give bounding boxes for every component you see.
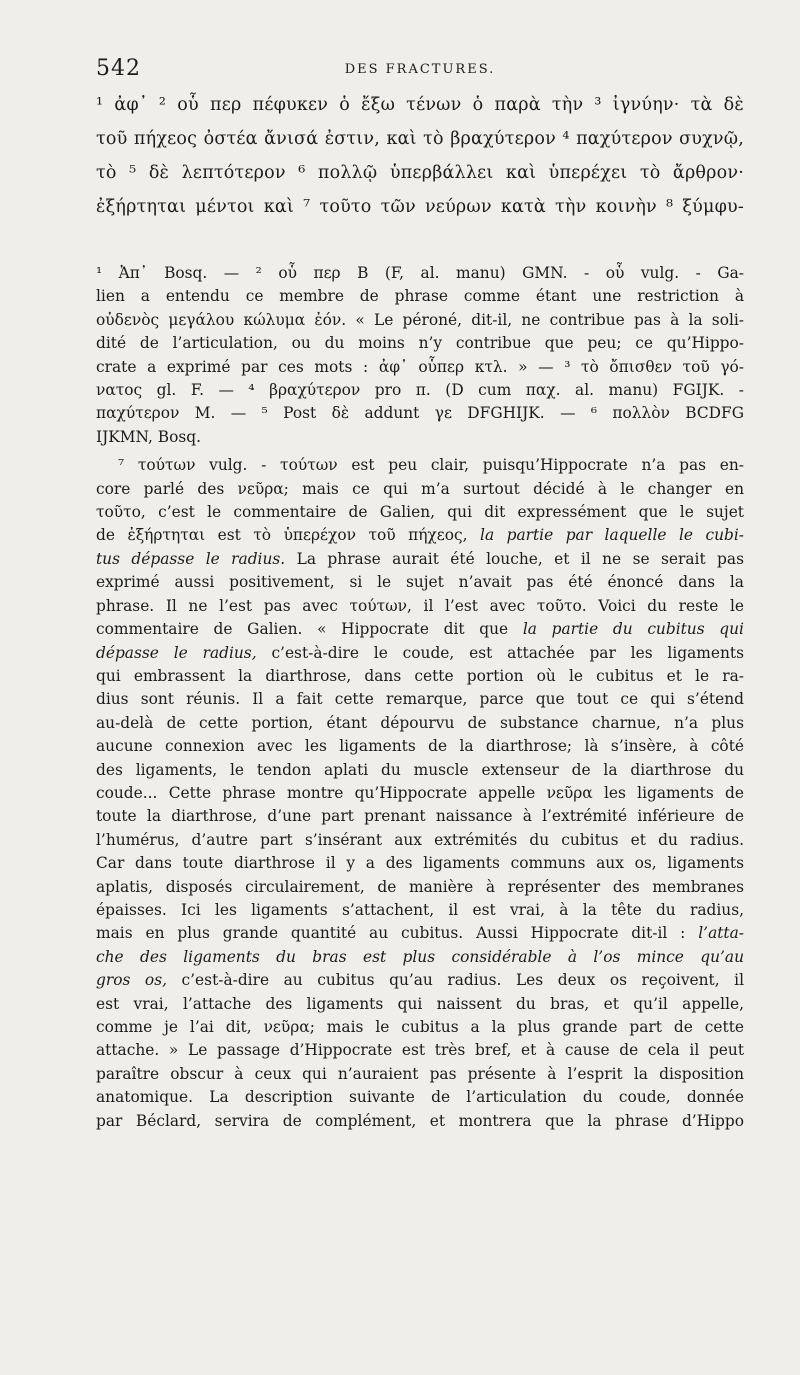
note-line: aplatis, disposés circulairement, de manière à représenter des membranes bbox=[96, 877, 744, 896]
note-line: aucune connexion avec les ligaments de la diarthrose; là s’insère, à côté bbox=[96, 737, 744, 756]
note-line: dité de l’articulation, ou du moins n’y contribue que peu; ce qu’Hippo- bbox=[96, 334, 744, 353]
note-line: phrase. Il ne l’est pas avec τούτων, il l’est avec τοῦτο. Voici du reste le bbox=[96, 596, 744, 615]
note-line: paraître obscur à ceux qui n’auraient pas présente à l’esprit la disposition bbox=[96, 1064, 744, 1083]
greek-line: ¹ ἀφ᾽ ² οὗ περ πέφυκεν ὁ ἔξω τένων ὁ παρὰ τὴν ³ ἰγνύην· τὰ δὲ bbox=[96, 95, 744, 115]
note-line: épaisses. Ici les ligaments s’attachent, il est vrai, à la tête du radius, bbox=[96, 900, 744, 919]
note-line: οὐδενὸς μεγάλου κώλυμα ἐόν. « Le péroné, dit-il, ne contribue pas à la soli- bbox=[96, 310, 744, 329]
note-line: anatomique. La description suivante de l’articulation du coude, donnée bbox=[96, 1088, 744, 1107]
note-line: comme je l’ai dit, νεῦρα; mais le cubitus a la plus grande part de cette bbox=[96, 1018, 744, 1036]
note-line: attache. » Le passage d’Hippocrate est très bref, et à cause de cela il peut bbox=[96, 1041, 744, 1060]
greek-line: τοῦ πήχεος ὀστέα ἄνισά ἐστιν, καὶ τὸ βραχύτερον ⁴ παχύτερον συχνῷ, bbox=[96, 129, 744, 149]
note-line bbox=[96, 642, 744, 665]
note-line: au-delà de cette portion, étant dépourvu de substance charnue, n’a plus bbox=[96, 713, 744, 732]
note-line: est vrai, l’attache des ligaments qui naissent du bras, et qu’il appelle, bbox=[96, 994, 744, 1013]
greek-line: τὸ ⁵ δὲ λεπτότερον ⁶ πολλῷ ὑπερβάλλει καὶ ὑπερέχει τὸ ἄρθρον· bbox=[96, 163, 744, 183]
note-line bbox=[96, 922, 744, 945]
note-line bbox=[96, 618, 744, 641]
note-text: de ἐξήρτηται est τὸ ὑπερέχον τοῦ πήχεος, bbox=[96, 526, 468, 545]
note-line: ⁷ τούτων vulg. - τούτων est peu clair, puisqu’Hippocrate n’a pas en- bbox=[118, 456, 744, 475]
page-number: 542 bbox=[96, 56, 141, 81]
note-line: τοῦτο, c’est le commentaire de Galien, qui dit expressément que le sujet bbox=[96, 503, 744, 522]
note-line: παχύτερον M. — ⁵ Post δὲ addunt γε DFGHIJK. — ⁶ πολλὸν BCDFG bbox=[96, 404, 744, 423]
greek-text-block bbox=[96, 88, 744, 224]
italic-text: gros os, bbox=[96, 971, 167, 990]
note-text: commentaire de Galien. « Hippocrate dit que bbox=[96, 620, 509, 639]
italic-text: la partie par laquelle le cubi- bbox=[480, 526, 744, 545]
note-line: des ligaments, le tendon aplati du muscle extenseur de la diarthrose du bbox=[96, 760, 744, 779]
note-line: l’humérus, d’autre part s’insérant aux extrémités du cubitus et du radius. bbox=[96, 830, 744, 849]
italic-text: dépasse le radius, bbox=[96, 643, 257, 662]
note-line bbox=[96, 524, 744, 547]
note-line: νατος gl. F. — ⁴ βραχύτερον pro π. (D cum παχ. al. manu) FGIJK. - bbox=[96, 381, 744, 400]
running-title: DES FRACTURES. bbox=[344, 62, 496, 77]
note-line: lien a entendu ce membre de phrase comme étant une restriction à bbox=[96, 287, 744, 306]
note-text: c’est-à-dire le coude, est attachée par les ligaments bbox=[271, 643, 744, 662]
note-line: ¹ Ἀπ᾽ Bosq. — ² οὗ περ B (F, al. manu) GMN. - οὗ vulg. - Ga- bbox=[96, 264, 744, 282]
note-line: che des ligaments du bras est plus considérable à l’os mince qu’au bbox=[96, 947, 744, 966]
note-line: par Béclard, servira de complément, et montrera que la phrase d’Hippo bbox=[96, 1111, 744, 1130]
note-text: La phrase aurait été louche, et il ne se serait pas bbox=[296, 549, 744, 568]
note-line: exprimé aussi positivement, si le sujet n’avait pas été énoncé dans la bbox=[96, 573, 744, 592]
note-line: IJKMN, Bosq. bbox=[96, 427, 201, 446]
footnotes bbox=[96, 262, 744, 1133]
greek-line: ἐξήρτηται μέντοι καὶ ⁷ τοῦτο τῶν νεύρων κατὰ τὴν κοινὴν ⁸ ξύμφυ- bbox=[96, 197, 744, 217]
italic-text: l’atta- bbox=[698, 924, 744, 943]
note-line: core parlé des νεῦρα; mais ce qui m’a surtout décidé à le changer en bbox=[96, 479, 744, 498]
note-text: c’est-à-dire au cubitus qu’au radius. Les deux os reçoivent, il bbox=[181, 971, 744, 990]
running-head bbox=[96, 52, 744, 86]
note-line: Car dans toute diarthrose il y a des ligaments communs aux os, ligaments bbox=[96, 854, 744, 873]
note-line: coude... Cette phrase montre qu’Hippocrate appelle νεῦρα les ligaments de bbox=[96, 783, 744, 802]
note-line bbox=[96, 969, 744, 992]
italic-text: la partie du cubitus qui bbox=[522, 620, 744, 639]
note-line: toute la diarthrose, d’une part prenant naissance à l’extrémité inférieure de bbox=[96, 807, 744, 826]
note-text: mais en plus grande quantité au cubitus. Aussi Hippocrate dit-il : bbox=[96, 924, 686, 943]
italic-text: tus dépasse le radius. bbox=[96, 549, 286, 568]
note-line: dius sont réunis. Il a fait cette remarque, parce que tout ce qui s’étend bbox=[96, 690, 744, 709]
note-line: crate a exprimé par ces mots : ἀφ᾽ οὗπερ κτλ. » — ³ τὸ ὄπισθεν τοῦ γό- bbox=[96, 357, 744, 376]
note-line: qui embrassent la diarthrose, dans cette portion où le cubitus et le ra- bbox=[96, 666, 744, 685]
note-line bbox=[96, 548, 744, 571]
